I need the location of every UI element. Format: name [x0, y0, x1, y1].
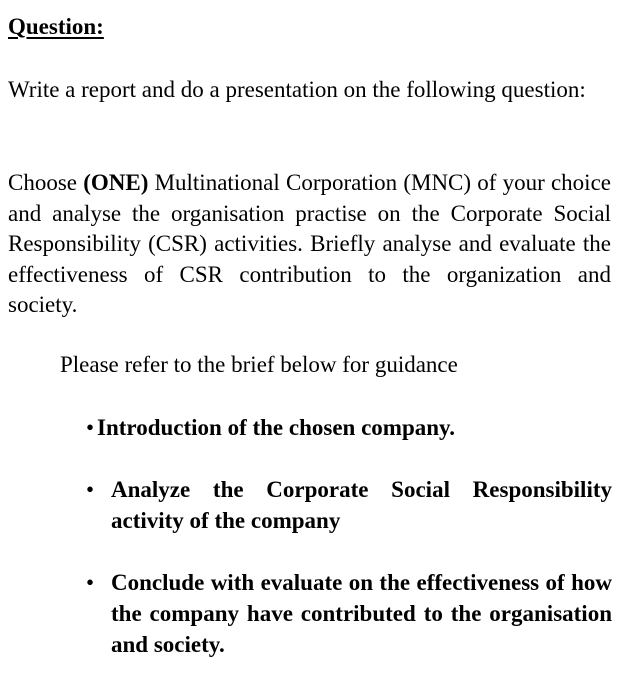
brief-item-text: Conclude with evaluate on the effectiveness of how the company have contributed to the organisation and society. [111, 570, 612, 657]
brief-item-conclude [86, 567, 612, 660]
brief-item-analyze [86, 474, 612, 536]
bullet-icon: • [86, 570, 95, 595]
brief-item-introduction [86, 412, 612, 443]
instruction-paragraph: Write a report and do a presentation on the following question: [8, 77, 586, 102]
task-paragraph [8, 168, 611, 321]
task-text-after: Multinational Corporation (MNC) of your choice and analyse the organisation practise on the Corporate Social Responsibility (CSR) activities. Briefly analyse and evaluate the effectiveness of CSR contribution to the organization and society. [8, 170, 611, 317]
task-text-before: Choose [8, 170, 84, 195]
brief-item-text: Introduction of the chosen company. [97, 415, 456, 440]
task-emphasis: (ONE) [83, 170, 149, 195]
guidance-text: Please refer to the brief below for guidance [60, 352, 458, 377]
bullet-icon: • [86, 477, 95, 502]
brief-list [86, 412, 612, 691]
bullet-icon: • [86, 415, 95, 440]
question-heading: Question: [8, 14, 104, 39]
brief-item-text: Analyze the Corporate Social Responsibility activity of the company [111, 477, 612, 533]
